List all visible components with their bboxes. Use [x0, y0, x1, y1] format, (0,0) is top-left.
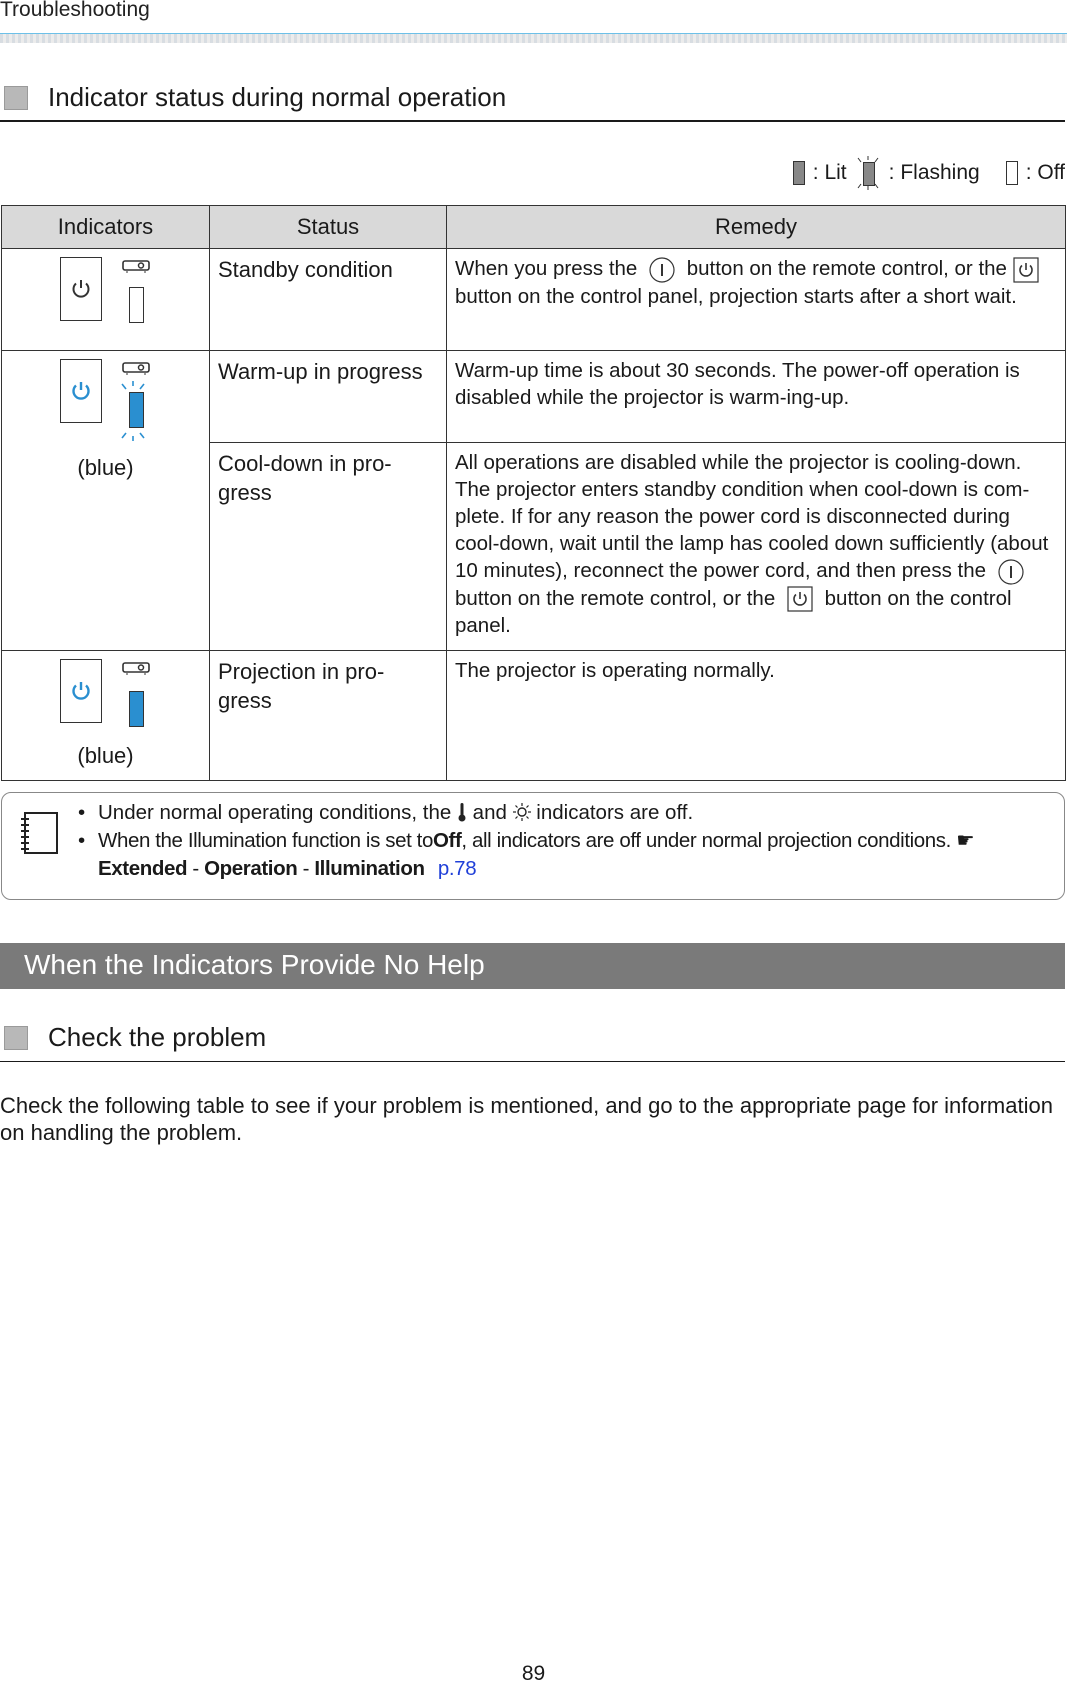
indicator-cell	[2, 249, 210, 351]
table-row	[2, 249, 1066, 351]
chapter-banner	[0, 943, 1065, 989]
menu-path-item: Illumination	[314, 857, 425, 880]
remedy-cell	[447, 249, 1066, 351]
section-title: Check the problem	[48, 1022, 267, 1052]
legend-flashing-label: : Flashing	[888, 161, 980, 184]
indicator-status-table	[1, 205, 1066, 781]
section-heading-indicator-status	[0, 74, 1065, 122]
header-band	[0, 34, 1067, 43]
projector-icon	[122, 360, 152, 376]
memo-icon	[18, 811, 60, 855]
column-header: Remedy	[447, 206, 1066, 249]
legend-off-label: : Off	[1025, 161, 1065, 184]
status-cell: Warm-up in progress	[210, 351, 447, 443]
remedy-text: When you press the	[455, 257, 638, 280]
power-icon	[69, 679, 93, 703]
status-cell: Projection in pro-gress	[210, 651, 447, 781]
remedy-cell	[447, 443, 1066, 651]
section-title: Indicator status during normal operation	[48, 82, 507, 112]
lamp-sun-icon	[513, 803, 531, 821]
power-button-icon	[787, 586, 813, 612]
lamp-indicator	[129, 392, 144, 428]
table-row	[2, 351, 1066, 443]
note-item: • Under normal operating conditions, the and indicators are off.	[74, 799, 1059, 827]
projector-icon	[122, 660, 152, 676]
remote-on-button-icon	[649, 257, 675, 283]
lit-swatch	[793, 161, 805, 185]
note-list	[74, 799, 1059, 883]
note-item: • When the Illumination function is set toOff, all indicators are off under normal projection conditions. ☛ Extended - Operation - Illumination p.78	[74, 827, 1059, 883]
table-header-row	[2, 206, 1066, 249]
indicator-color-note: (blue)	[77, 455, 134, 480]
running-header: Troubleshooting	[0, 0, 150, 21]
power-indicator	[60, 257, 102, 321]
status-cell: Cool-down in pro-gress	[210, 443, 447, 651]
thermometer-icon	[457, 802, 467, 822]
remedy-text: button on the control panel, projection starts after a short wait.	[455, 284, 1017, 308]
menu-path-item: Extended	[98, 857, 188, 880]
remote-on-button-icon	[998, 559, 1024, 585]
power-icon	[69, 277, 93, 301]
off-swatch	[1006, 161, 1018, 185]
table-row	[2, 651, 1066, 781]
section-square-icon	[4, 1026, 28, 1050]
section-heading-check-problem	[0, 1014, 1065, 1062]
lamp-indicator	[129, 691, 144, 727]
page-link[interactable]: p.78	[437, 857, 477, 880]
remedy-cell: The projector is operating normally.	[447, 651, 1066, 781]
lamp-indicator	[129, 287, 144, 323]
banner-title: When the Indicators Provide No Help	[24, 949, 485, 980]
indicator-cell	[2, 651, 210, 781]
projector-icon	[122, 258, 152, 274]
remedy-text: button on the control panel.	[455, 586, 1012, 638]
note-box	[1, 792, 1065, 900]
indicator-color-note: (blue)	[77, 743, 134, 768]
status-cell: Standby condition	[210, 249, 447, 351]
remedy-cell: Warm-up time is about 30 seconds. The power-off operation is disabled while the projector is warm-ing-up.	[447, 351, 1066, 443]
section-square-icon	[4, 86, 28, 110]
indicator-legend	[793, 158, 1065, 188]
menu-path-item: Operation	[204, 857, 298, 880]
body-paragraph: Check the following table to see if your problem is mentioned, and go to the appropriate page for information on handling the problem.	[0, 1093, 1053, 1145]
legend-lit-label: : Lit	[812, 161, 847, 184]
indicator-cell	[2, 351, 210, 651]
column-header: Status	[210, 206, 447, 249]
remedy-text: button on the remote control, or the	[455, 586, 776, 610]
page-number: 89	[521, 1662, 546, 1685]
power-button-icon	[1013, 257, 1039, 283]
remedy-text: All operations are disabled while the projector is cooling-down. The projector enters standby condition when cool-down is com-plete. If for any reason the power cord is disconnected during cool-down, wait until the lamp has cooled down sufficiently (about 10 minutes), reconnect the power cord, and then press the	[455, 451, 1049, 582]
flashing-swatch	[855, 156, 881, 190]
power-indicator	[60, 359, 102, 423]
remedy-text: button on the remote control, or the	[686, 257, 1007, 280]
column-header: Indicators	[2, 206, 210, 249]
pointing-hand-icon: ☛	[956, 829, 975, 852]
power-indicator	[60, 659, 102, 723]
power-icon	[69, 379, 93, 403]
